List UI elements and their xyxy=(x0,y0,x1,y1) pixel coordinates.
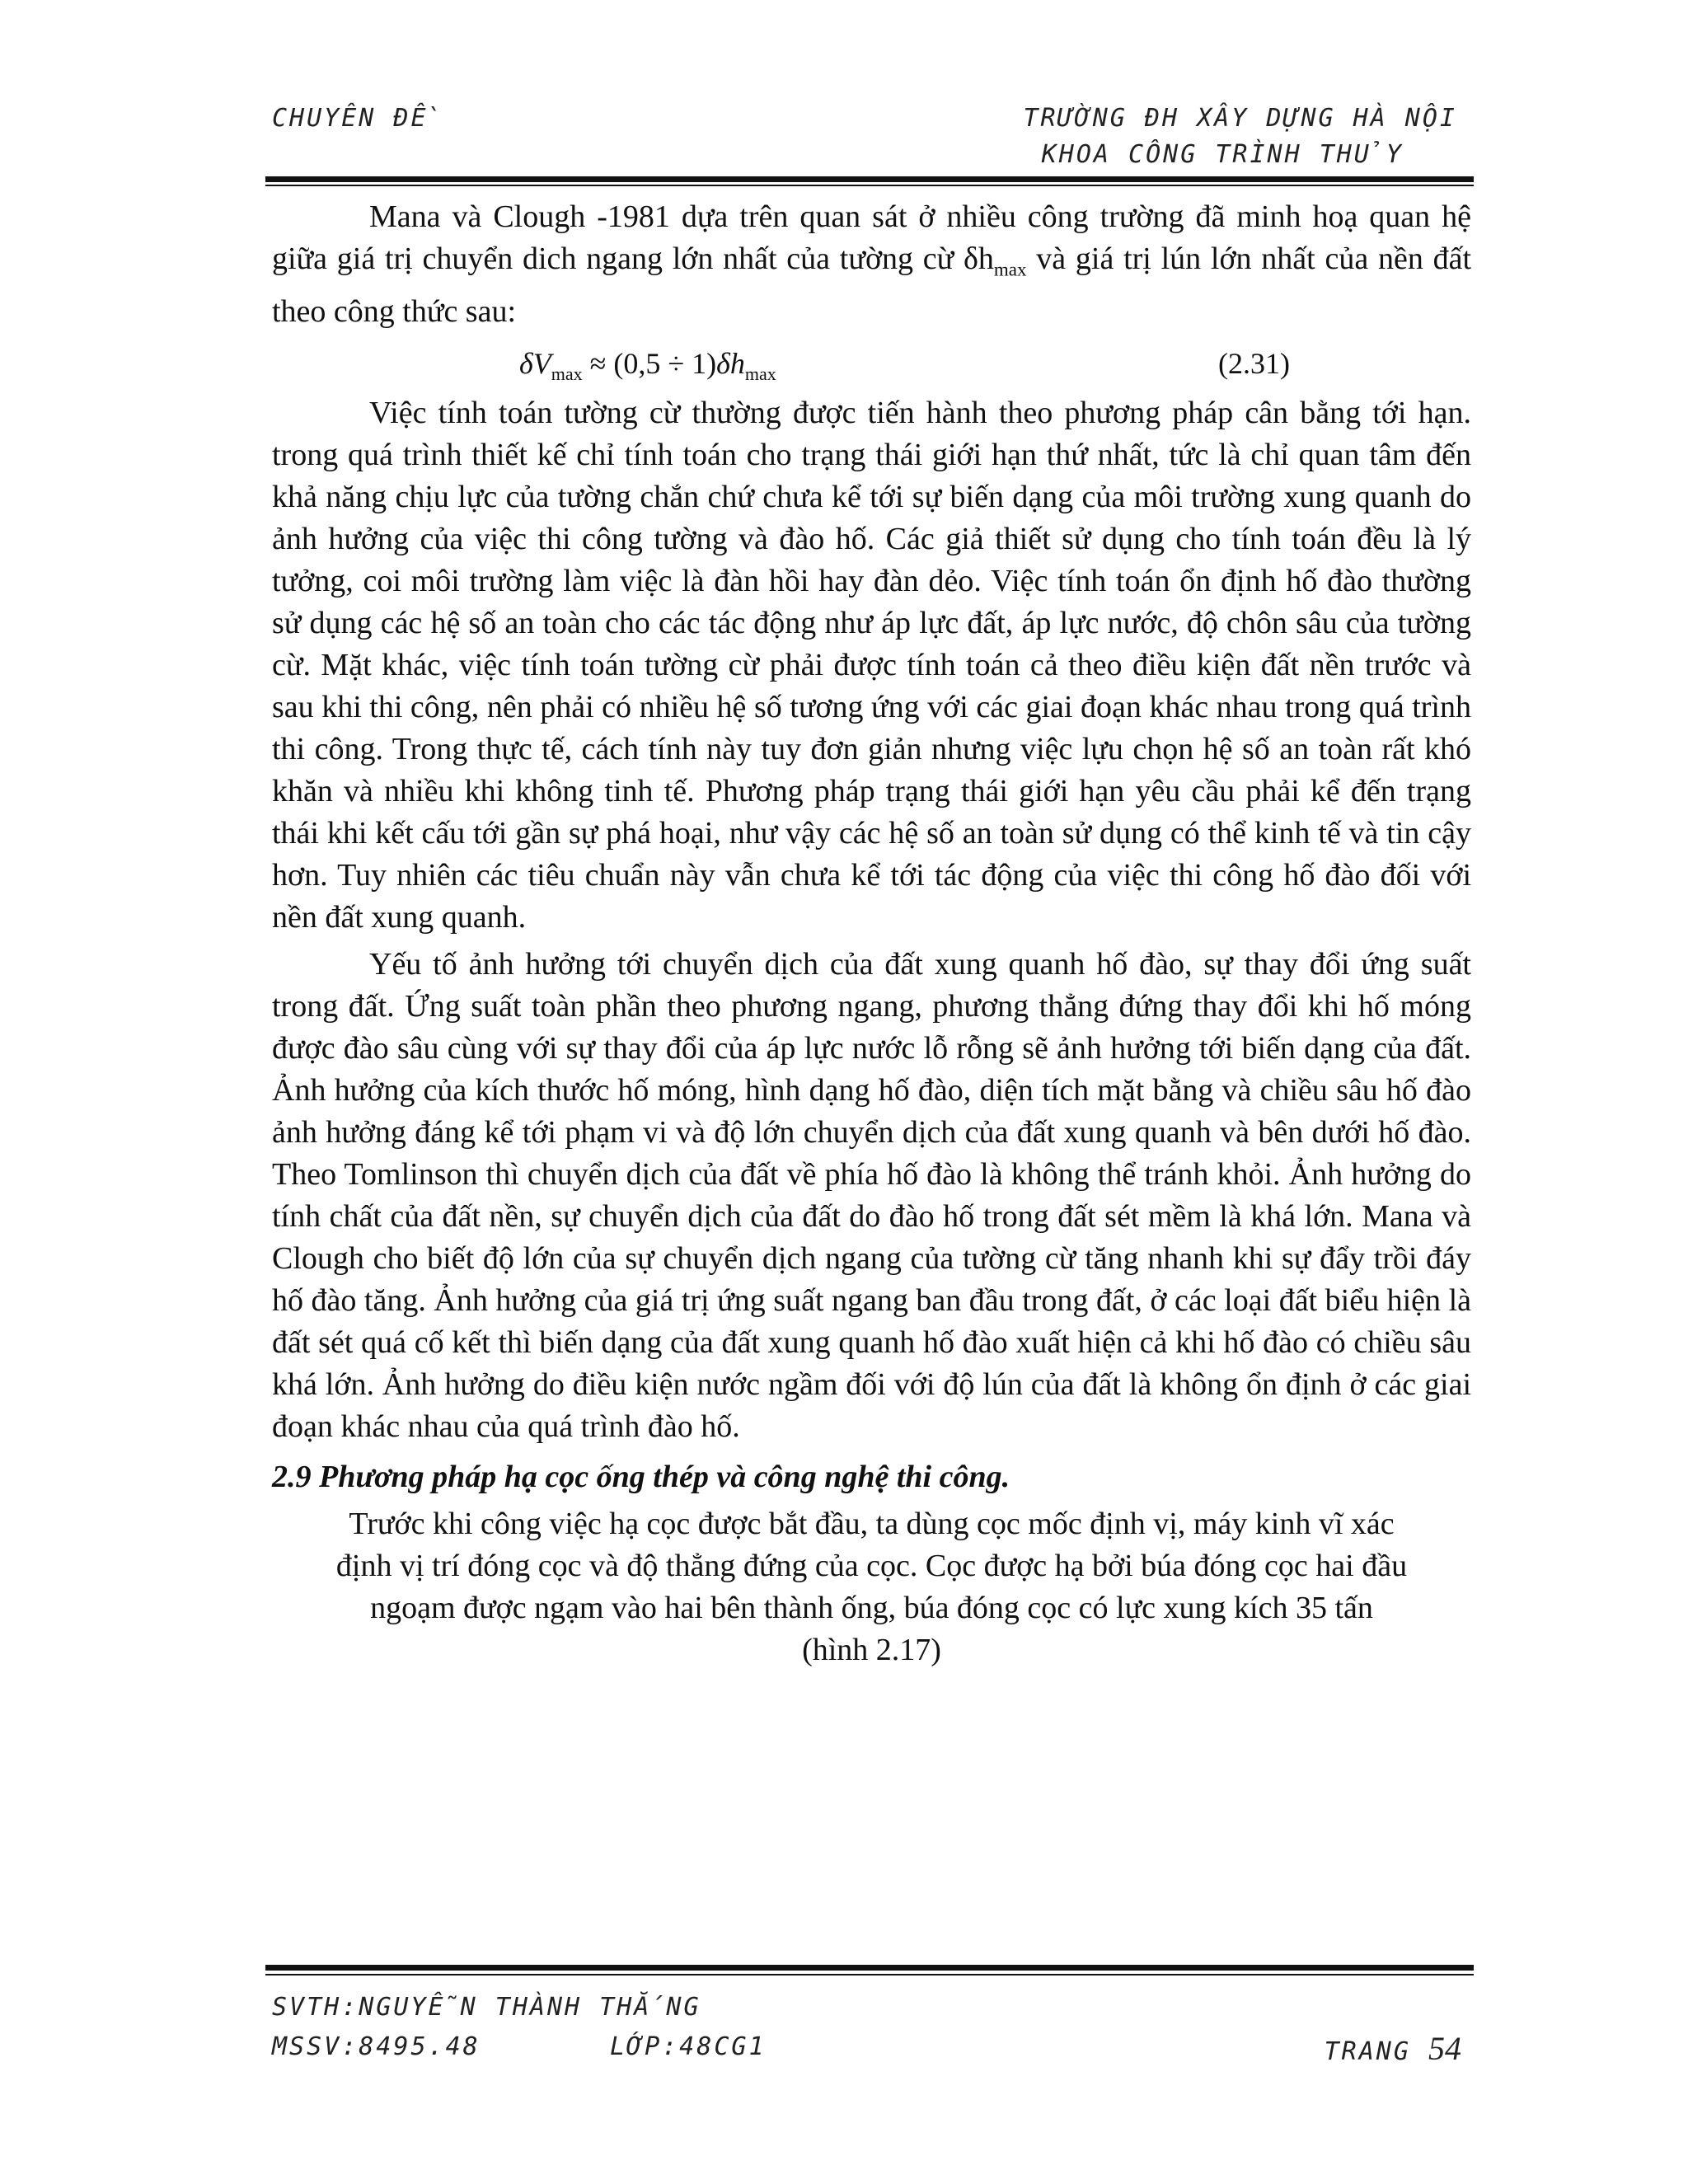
footer-class: LỚP:48CG1 xyxy=(610,2032,767,2061)
footer-page xyxy=(1325,2029,1461,2068)
paragraph-2: Việc tính toán tường cừ thường được tiến hành theo phương pháp cân bằng tới hạn. trong quá trình thiết kế chỉ tính toán cho trạng thái giới hạn thứ nhất, tức là chỉ quan tâm đến khả năng chịu lực của tường chắn chứ chưa kể tới sự biến dạng của môi trường xung quanh do ảnh hưởng của việc thi công tường và đào hố. Các giả thiết sử dụng cho tính toán đều là lý tưởng, coi môi trường làm việc là đàn hồi hay đàn dẻo. Việc tính toán ổn định hố đào thường sử dụng các hệ số an toàn cho các tác động như áp lực đất, áp lực nước, độ chôn sâu của tường cừ. Mặt khác, việc tính toán tường cừ phải được tính toán cả theo điều kiện đất nền trước và sau khi thi công, nên phải có nhiều hệ số tương ứng với các giai đoạn khác nhau trong quá trình thi công. Trong thực tế, cách tính này tuy đơn giản nhưng việc lựu chọn hệ số an toàn rất khó khăn và nhiều khi không tinh tế. Phương pháp trạng thái giới hạn yêu cầu phải kể đến trạng thái khi kết cấu tới gần sự phá hoại, như vậy các hệ số an toàn sử dụng có thể kinh tế và tin cậy hơn. Tuy nhiên các tiêu chuẩn này vẫn chưa kể tới tác động của việc thi công hố đào đối với nền đất xung quanh. xyxy=(272,395,1471,935)
formula-delta-v: δV xyxy=(519,346,551,380)
header-left-title: CHUYÊN ĐỀ xyxy=(272,104,443,133)
formula-delta-h: δh xyxy=(716,346,745,380)
paragraph-1-text-a: Mana và Clough -1981 dựa trên quan sát ở nhiều công trường đã minh hoạ quan hệ giữa giá trị chuyển dich ngang lớn nhất của tường cừ δh xyxy=(272,199,1471,276)
paragraph-1 xyxy=(272,196,1471,333)
paragraph-1-subscript: max xyxy=(993,259,1027,280)
section-heading-2-9: 2.9 Phương pháp hạ cọc ống thép và công nghệ thi công. xyxy=(272,1459,1010,1494)
footer-student-name: SVTH:NGUYỄN THÀNH THẮNG xyxy=(272,1993,701,2022)
header-faculty: KHOA CÔNG TRÌNH THỦY xyxy=(1041,140,1404,169)
paragraph-3: Yếu tố ảnh hưởng tới chuyển dịch của đất xung quanh hố đào, sự thay đổi ứng suất trong đất. Ứng suất toàn phần theo phương ngang, phương thẳng đứng thay đổi khi hố móng được đào sâu cùng với sự thay đổi của áp lực nước lỗ rỗng sẽ ảnh hưởng tới biến dạng của đất. Ảnh hưởng của kích thước hố móng, hình dạng hố đào, diện tích mặt bằng và chiều sâu hố đào ảnh hưởng đáng kể tới phạm vi và độ lớn chuyển dịch của đất xung quanh và bên dưới hố đào. Theo Tomlinson thì chuyển dịch của đất về phía hố đào là không thể tránh khỏi. Ảnh hưởng do tính chất của đất nền, sự chuyển dịch của đất do đào hố trong đất sét mềm là khá lớn. Mana và Clough cho biết độ lớn của sự chuyển dịch ngang của tường cừ tăng nhanh khi sự đẩy trồi đáy hố đào tăng. Ảnh hưởng của giá trị ứng suất ngang ban đầu trong đất, ở các loại đất biểu hiện là đất sét quá cố kết thì biến dạng của đất xung quanh hố đào xuất hiện cả khi hố đào có chiều sâu khá lớn. Ảnh hưởng do điều kiện nước ngầm đối với độ lún của đất là không ổn định ở các giai đoạn khác nhau của quá trình đào hố. xyxy=(272,946,1471,1444)
paragraph-4-line-3: ngoạm được ngạm vào hai bên thành ống, búa đóng cọc có lực xung kích 35 tấn xyxy=(370,1590,1373,1625)
footer-page-number: 54 xyxy=(1428,2030,1461,2067)
formula-sub-1: max xyxy=(551,363,583,384)
paragraph-1-text-b: và giá trị lún lớn nhất của nền đất theo công thức sau: xyxy=(272,241,1471,329)
header-rule-thick xyxy=(265,176,1474,182)
footer-page-label: TRANG xyxy=(1324,2037,1411,2066)
formula-expression xyxy=(519,343,776,395)
header-rule-thin xyxy=(265,185,1474,186)
paragraph-4-line-1: Trước khi công việc hạ cọc được bắt đầu, ta dùng cọc mốc định vị, máy kinh vĩ xác xyxy=(349,1506,1395,1541)
footer-rule-thick xyxy=(265,1965,1474,1971)
paragraph-4-line-4: (hình 2.17) xyxy=(802,1632,941,1667)
footer-student-id: MSSV:8495.48 xyxy=(272,2032,481,2061)
formula-sub-2: max xyxy=(744,363,776,384)
footer-rule-thin xyxy=(265,1974,1474,1975)
document-body xyxy=(272,196,1471,1671)
formula-2-31 xyxy=(272,338,1471,389)
formula-number: (2.31) xyxy=(1218,346,1290,380)
paragraph-4-line-2: định vị trí đóng cọc và độ thẳng đứng của cọc. Cọc được hạ bởi búa đóng cọc hai đầu xyxy=(335,1548,1408,1583)
formula-middle: ≈ (0,5 ÷ 1) xyxy=(582,346,717,380)
header-university: TRƯỜNG ĐH XÂY DỰNG HÀ NỘI xyxy=(1023,104,1457,133)
